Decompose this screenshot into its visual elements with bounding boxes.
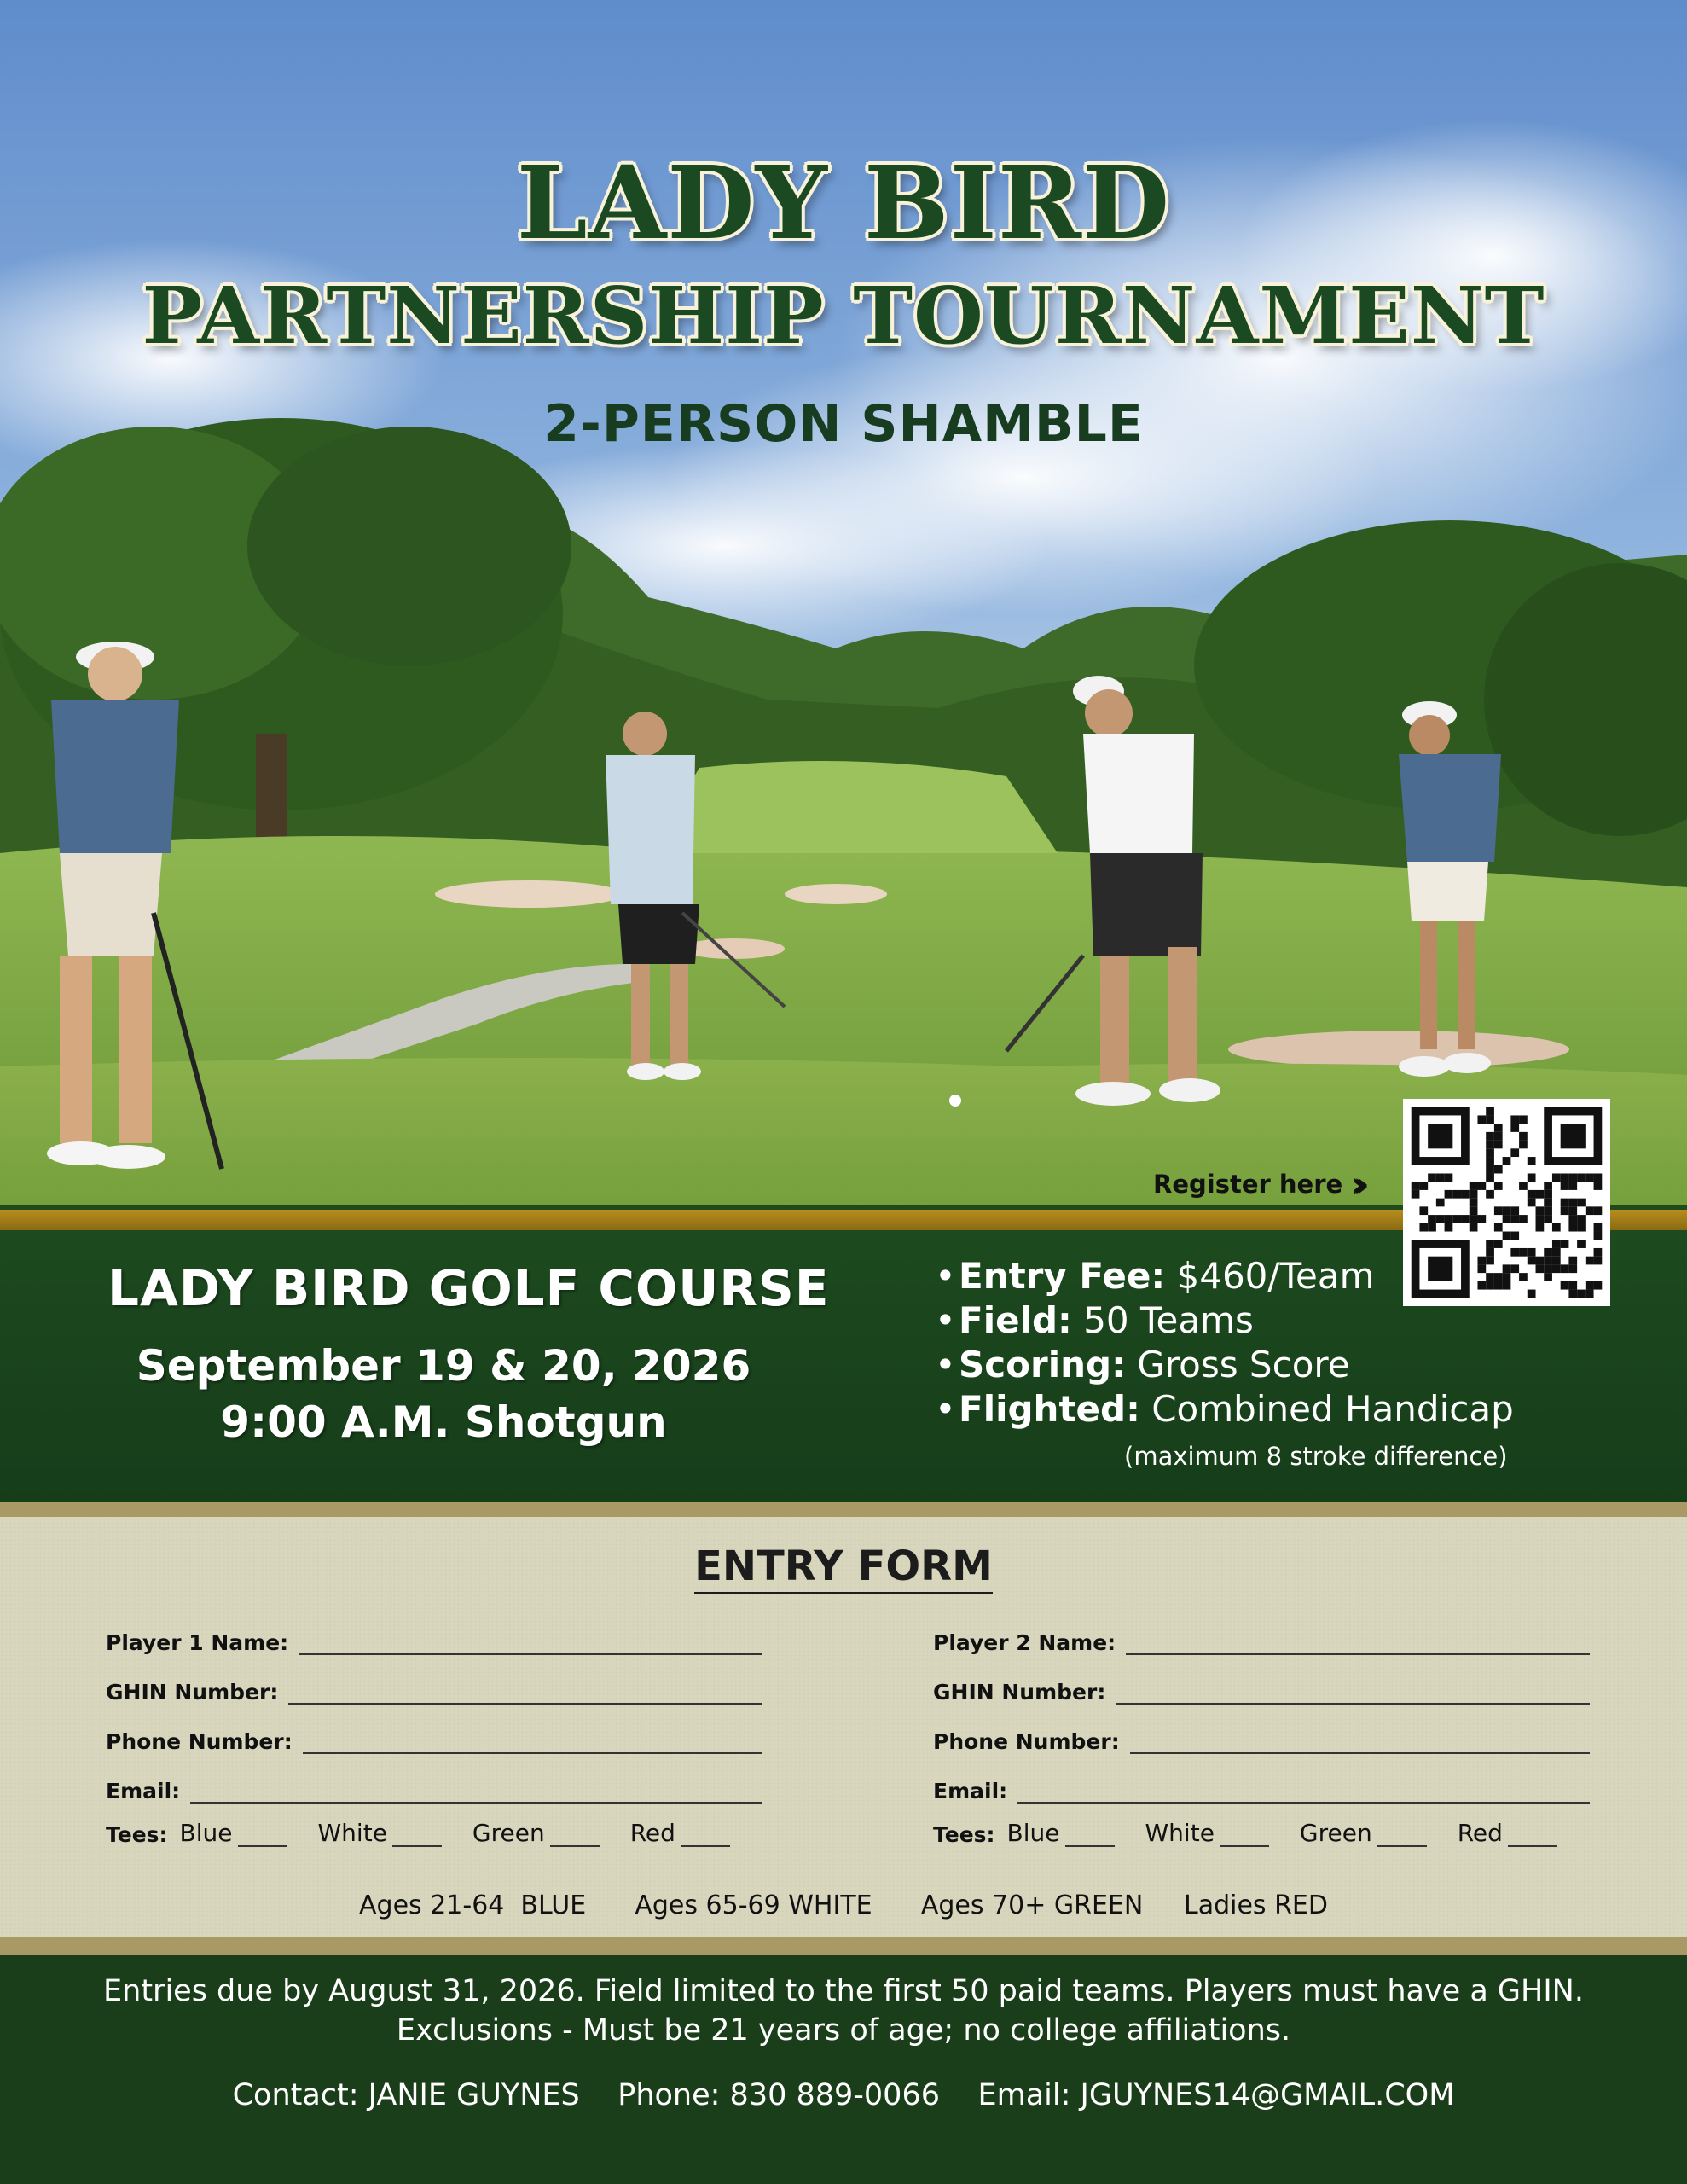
player-2-email-field[interactable]: Email: [933,1769,1590,1804]
format-subtitle: 2-PERSON SHAMBLE [543,394,1144,454]
write-line[interactable] [1116,1679,1590,1705]
bullet-icon: • [935,1388,956,1430]
contact-info: Contact: JANIE GUYNES Phone: 830 889-0066 Email: JGUYNES14@GMAIL.COM [232,2078,1455,2112]
write-line[interactable] [303,1728,762,1754]
tee-age-legend: Ages 21-64 BLUE Ages 65-69 WHITE Ages 70+ GREEN Ladies RED [359,1891,1328,1920]
write-line[interactable] [288,1679,762,1705]
form-title: ENTRY FORM [0,1542,1687,1590]
event-date: September 19 & 20, 2026 [136,1341,751,1391]
divider-gold [0,1937,1687,1955]
detail-entry-fee: •Entry Fee: $460/Team [935,1255,1375,1297]
player-2-ghin-field[interactable]: GHIN Number: [933,1670,1590,1705]
event-time: 9:00 A.M. Shotgun [220,1397,667,1447]
tee-option-white[interactable]: White [318,1819,442,1847]
player-1-phone-field[interactable]: Phone Number: [106,1720,762,1754]
detail-field: •Field: 50 Teams [935,1299,1254,1341]
write-line[interactable] [1126,1629,1590,1655]
register-link[interactable] [1153,1162,1358,1205]
bullet-icon: • [935,1344,956,1385]
tee-option-red[interactable]: Red [630,1819,730,1847]
footer [0,1955,1687,2184]
qr-code[interactable] [1403,1099,1610,1306]
register-label: Register here [1153,1170,1343,1199]
write-line[interactable] [299,1629,762,1655]
player-1-ghin-field[interactable]: GHIN Number: [106,1670,762,1705]
course-name: LADY BIRD GOLF COURSE [107,1259,830,1317]
detail-flighted: •Flighted: Combined Handicap [935,1388,1514,1430]
exclusions-text: Exclusions - Must be 21 years of age; no college affiliations. [396,2013,1291,2048]
divider-gold [0,1502,1687,1517]
player-2-name-field[interactable]: Player 2 Name: [933,1621,1590,1655]
detail-scoring: •Scoring: Gross Score [935,1344,1350,1385]
player-1-email-field[interactable]: Email: [106,1769,762,1804]
write-line[interactable] [190,1778,762,1804]
player-2-tees: Tees: Blue White Green Red [933,1819,1588,1847]
tee-option-white[interactable]: White [1145,1819,1269,1847]
tee-option-blue[interactable]: Blue [1007,1819,1115,1847]
handicap-note: (maximum 8 stroke difference) [1124,1442,1508,1471]
bullet-icon: • [935,1255,956,1297]
title-line-2: PARTNERSHIP TOURNAMENT [142,270,1545,362]
title-line-1: LADY BIRD [516,143,1171,262]
player-2-phone-field[interactable]: Phone Number: [933,1720,1590,1754]
tee-option-green[interactable]: Green [472,1819,600,1847]
entry-deadline-text: Entries due by August 31, 2026. Field limited to the first 50 paid teams. Players must have a GHIN. [103,1974,1584,2008]
bullet-icon: • [935,1299,956,1341]
write-line[interactable] [1017,1778,1590,1804]
tee-option-red[interactable]: Red [1458,1819,1557,1847]
player-1-name-field[interactable]: Player 1 Name: [106,1621,762,1655]
player-1-tees: Tees: Blue White Green Red [106,1819,761,1847]
tee-option-blue[interactable]: Blue [180,1819,287,1847]
tee-option-green[interactable]: Green [1300,1819,1427,1847]
entry-form [0,1517,1687,1937]
double-chevron-right-icon: ››› [1351,1165,1358,1205]
write-line[interactable] [1130,1728,1590,1754]
